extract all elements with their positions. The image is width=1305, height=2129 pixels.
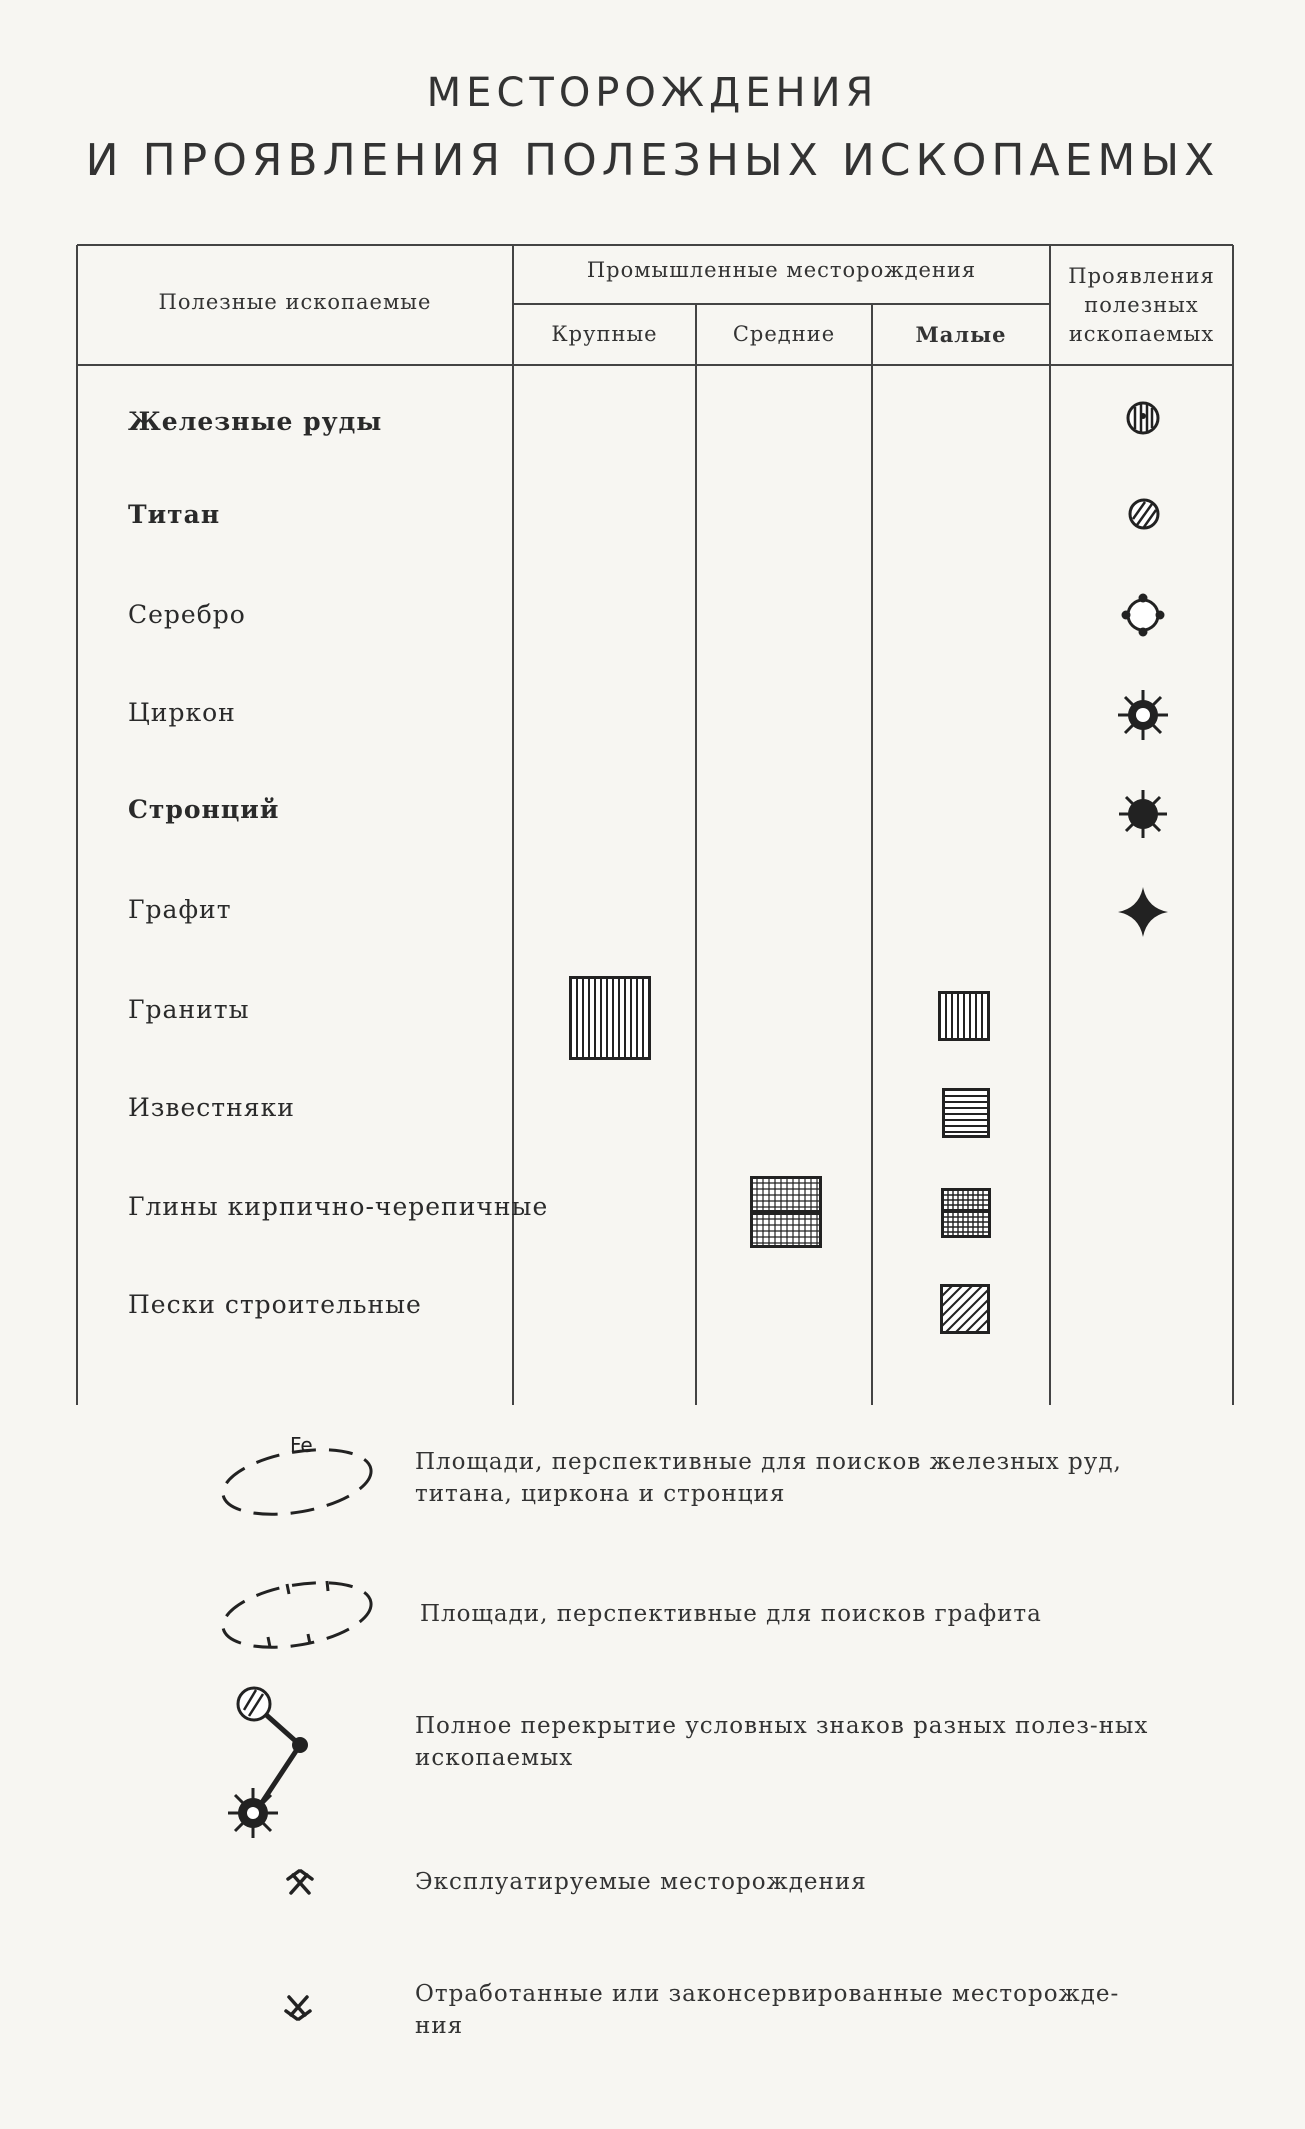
header-occurrences bbox=[1050, 262, 1233, 349]
header-medium: Средние bbox=[732, 322, 836, 346]
row-label-building-sand: Пески строительные bbox=[128, 1290, 422, 1319]
strontium-symbol-icon bbox=[1116, 787, 1170, 841]
header-industrial-deposits: Промышленные месторождения bbox=[586, 258, 977, 282]
header-large: Крупные bbox=[551, 322, 658, 346]
dashed-oval-fe-icon bbox=[215, 1430, 380, 1522]
legend-text-graphite-areas: Площади, перспективные для поисков графита bbox=[420, 1601, 1042, 1627]
legend-text-overlap: Полное перекрытие условных знаков разных полез-ных ископаемых bbox=[415, 1713, 1149, 1771]
header-occurrences-line3: ископаемых bbox=[1068, 322, 1215, 346]
sand-small-symbol-icon bbox=[940, 1284, 990, 1334]
map-title-line1: МЕСТОРОЖДЕНИЯ bbox=[426, 70, 879, 116]
row-label-brick-clay: Глины кирпично-черепичные bbox=[128, 1192, 549, 1221]
legend-text-depleted: Отработанные или законсервированные месторожде-ния bbox=[415, 1981, 1120, 2039]
header-small: Малые bbox=[915, 322, 1007, 347]
legend-text-operating: Эксплуатируемые месторождения bbox=[415, 1869, 867, 1895]
silver-symbol-icon bbox=[1118, 590, 1168, 640]
row-label-silver: Серебро bbox=[128, 600, 246, 629]
granite-large-symbol-icon bbox=[569, 976, 651, 1060]
clay-small-symbol-icon bbox=[941, 1188, 991, 1238]
dashed-oval-fe-label: Fe bbox=[290, 1433, 313, 1457]
limestone-small-symbol-icon bbox=[942, 1088, 990, 1138]
row-label-graphite: Графит bbox=[128, 895, 232, 924]
crossed-hammers-icon bbox=[285, 1867, 315, 1897]
header-minerals: Полезные ископаемые bbox=[158, 290, 432, 314]
crossed-hammers-inverted-icon bbox=[283, 1993, 313, 2023]
zircon-symbol-icon bbox=[1116, 688, 1170, 742]
row-label-titanium: Титан bbox=[128, 500, 221, 529]
dashed-oval-ticks-icon bbox=[215, 1570, 380, 1660]
titanium-symbol-icon bbox=[1127, 497, 1161, 531]
row-label-zircon: Циркон bbox=[128, 698, 236, 727]
iron-ore-symbol-icon bbox=[1125, 400, 1161, 436]
legend-text-iron-areas: Площади, перспективные для поисков железных руд, титана, циркона и стронция bbox=[415, 1449, 1122, 1507]
map-title-line2: И ПРОЯВЛЕНИЯ ПОЛЕЗНЫХ ИСКОПАЕМЫХ bbox=[85, 135, 1220, 186]
row-label-strontium: Стронций bbox=[128, 795, 280, 824]
clay-medium-symbol-icon bbox=[750, 1176, 822, 1248]
row-label-granite: Граниты bbox=[128, 995, 250, 1024]
graphite-symbol-icon bbox=[1116, 885, 1170, 939]
row-label-iron-ore: Железные руды bbox=[128, 407, 383, 436]
header-occurrences-line1: Проявления bbox=[1068, 264, 1215, 288]
overlap-link-icon bbox=[220, 1680, 320, 1840]
header-occurrences-line2: полезных bbox=[1084, 293, 1199, 317]
granite-small-symbol-icon bbox=[938, 991, 990, 1041]
row-label-limestone: Известняки bbox=[128, 1093, 295, 1122]
